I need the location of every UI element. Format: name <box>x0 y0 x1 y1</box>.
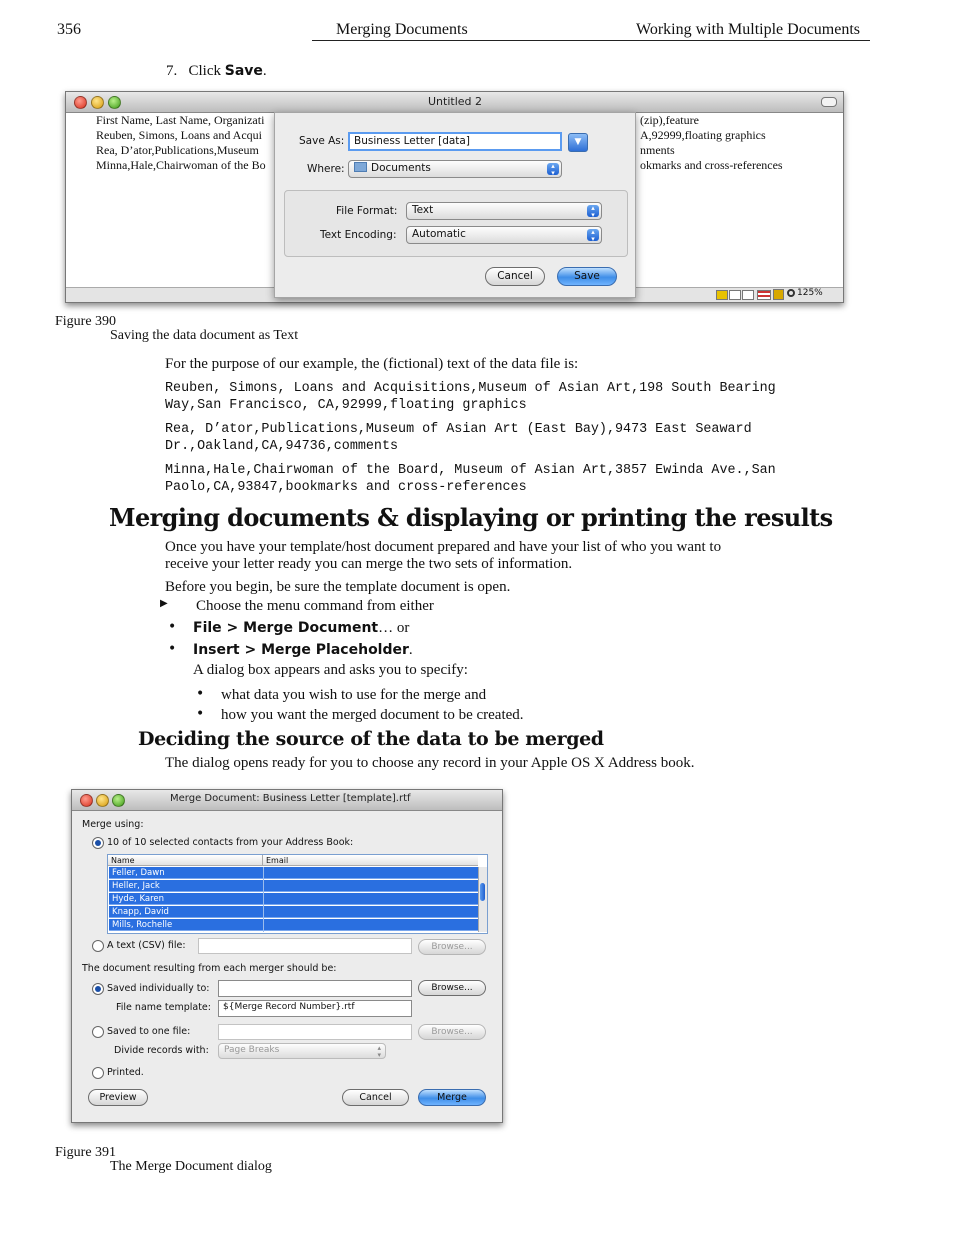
folder-icon <box>354 162 367 172</box>
close-icon[interactable] <box>74 96 87 109</box>
page-number: 356 <box>57 21 81 38</box>
arrow-item: Choose the menu command from either <box>196 598 434 614</box>
bullet-icon: • <box>168 641 177 657</box>
close-icon[interactable] <box>80 794 93 807</box>
file-name-template-input[interactable]: ${Merge Record Number}.rtf <box>218 1000 412 1017</box>
contacts-table <box>107 854 488 934</box>
file-format-popup[interactable]: Text ▴ ▾ <box>406 202 602 220</box>
bullet-insert-merge: Insert > Merge Placeholder. <box>193 642 413 658</box>
where-popup[interactable]: Documents ▴ ▾ <box>348 160 562 178</box>
header-chapter: Merging Documents <box>336 21 468 38</box>
column-header-email[interactable]: Email <box>263 855 478 866</box>
address-book-radio[interactable] <box>92 837 104 849</box>
language-flag-icon[interactable] <box>757 290 771 300</box>
scroll-thumb[interactable] <box>480 883 485 901</box>
subsection-heading: Deciding the source of the data to be merged <box>138 728 604 750</box>
saved-individually-label: Saved individually to: <box>107 983 210 994</box>
divide-records-popup[interactable]: Page Breaks ▴ ▾ <box>218 1043 386 1059</box>
paragraph-merge-intro: Once you have your template/host document prepared and have your list of who you want to receive your letter ready you can merge the two sets of information. <box>165 539 722 572</box>
figure-391-caption: The Merge Document dialog <box>110 1159 272 1174</box>
highlight-icon[interactable] <box>716 290 728 300</box>
preview-button[interactable]: Preview <box>88 1089 148 1106</box>
minimize-icon[interactable] <box>96 794 109 807</box>
zoom-icon[interactable] <box>108 96 121 109</box>
saved-individually-radio[interactable] <box>92 983 104 995</box>
popup-arrows-icon: ▴ ▾ <box>547 163 559 175</box>
where-label: Where: <box>307 163 345 175</box>
column-divider <box>263 867 264 932</box>
file-format-label: File Format: <box>336 205 398 217</box>
table-row[interactable]: Heller, Jack <box>109 880 478 892</box>
header-rule <box>312 40 870 41</box>
table-row[interactable]: Mills, Rochelle <box>109 919 478 931</box>
window-title: Merge Document: Business Letter [template].rtf <box>170 793 411 804</box>
table-scrollbar[interactable] <box>478 867 487 932</box>
table-row[interactable]: Knapp, David <box>109 906 478 918</box>
arrow-bullet-icon: ▶ <box>160 598 168 609</box>
saved-one-file-radio[interactable] <box>92 1026 104 1038</box>
printed-radio[interactable] <box>92 1067 104 1079</box>
file-name-template-label: File name template: <box>116 1002 211 1013</box>
sub-bullet-1: what data you wish to use for the merge and <box>221 687 487 703</box>
step-7: 7. Click Save. <box>166 63 267 79</box>
save-folder-input[interactable] <box>218 980 412 997</box>
bullet-icon: • <box>196 686 205 702</box>
popup-arrows-icon: ▴ ▾ <box>377 1044 381 1059</box>
layout-icon[interactable] <box>742 290 754 300</box>
code-block-1: Reuben, Simons, Loans and Acquisitions,Museum of Asian Art,198 South Bearing Way,San Francisco, CA,92999,floating graphics <box>165 381 776 413</box>
section-heading: Merging documents & displaying or printing the results <box>109 503 833 532</box>
address-book-option-label: 10 of 10 selected contacts from your Address Book: <box>107 837 354 848</box>
popup-arrows-icon: ▴ ▾ <box>587 229 599 241</box>
csv-file-input[interactable] <box>198 938 412 954</box>
browse-csv-button[interactable]: Browse... <box>418 939 486 955</box>
code-block-3: Minna,Hale,Chairwoman of the Board, Museum of Asian Art,3857 Ewinda Ave.,San Paolo,CA,93847,bookmarks and cross-references <box>165 463 776 495</box>
csv-file-radio[interactable] <box>92 940 104 952</box>
figure-390-caption: Saving the data document as Text <box>110 328 299 343</box>
printed-label: Printed. <box>107 1067 144 1078</box>
dialog-explanation: A dialog box appears and asks you to specify: <box>193 662 468 678</box>
figure-391-number: Figure 391 <box>55 1145 117 1160</box>
document-text-right: (zip),feature A,92999,floating graphics nments okmarks and cross-references <box>640 113 783 172</box>
window-titlebar <box>72 790 502 811</box>
merge-button[interactable]: Merge <box>418 1089 486 1106</box>
save-as-label: Save As: <box>299 135 345 147</box>
window-titlebar <box>66 92 843 113</box>
document-text: First Name, Last Name, Organizati Reuben, Simons, Loans and Acqui Rea, D’ator,Publications,Museum Minna,Hale,Chairwoman of the Bo <box>96 113 266 172</box>
text-encoding-label: Text Encoding: <box>320 229 397 241</box>
minimize-icon[interactable] <box>91 96 104 109</box>
paragraph-before: Before you begin, be sure the template document is open. <box>165 579 511 595</box>
browse-one-file-button[interactable]: Browse... <box>418 1024 486 1040</box>
window-title: Untitled 2 <box>428 95 483 108</box>
save-sheet <box>274 112 636 298</box>
untitled-window <box>65 91 844 303</box>
bullet-file-merge: File > Merge Document… or <box>193 620 410 636</box>
figure-390-number: Figure 390 <box>55 314 117 329</box>
save-button[interactable]: Save <box>557 267 617 286</box>
save-as-input[interactable]: Business Letter [data] <box>348 132 562 151</box>
text-encoding-popup[interactable]: Automatic ▴ ▾ <box>406 226 602 244</box>
popup-arrows-icon: ▴ ▾ <box>587 205 599 217</box>
result-label: The document resulting from each merger should be: <box>82 963 337 974</box>
format-group <box>284 190 628 257</box>
expand-disclosure-icon[interactable]: ▼ <box>568 133 588 152</box>
merge-document-window <box>71 789 503 1123</box>
bullet-icon: • <box>196 706 205 722</box>
browse-folder-button[interactable]: Browse... <box>418 980 486 996</box>
code-block-2: Rea, D’ator,Publications,Museum of Asian Art (East Bay),9473 East Seaward Dr.,Oakland,CA,94736,comments <box>165 422 752 454</box>
saved-one-file-label: Saved to one file: <box>107 1026 191 1037</box>
page-icon[interactable] <box>729 290 741 300</box>
header-section: Working with Multiple Documents <box>636 21 861 38</box>
zoom-icon[interactable] <box>112 794 125 807</box>
toolbar-toggle-icon[interactable] <box>821 97 837 107</box>
intro-paragraph: For the purpose of our example, the (fictional) text of the data file is: <box>165 356 579 372</box>
merge-using-label: Merge using: <box>82 819 144 830</box>
zoom-level[interactable]: 125% <box>797 288 823 298</box>
cancel-button[interactable]: Cancel <box>342 1089 409 1106</box>
zoom-magnifier-icon[interactable] <box>787 289 795 297</box>
lock-icon[interactable] <box>773 289 784 300</box>
table-row[interactable]: Hyde, Karen <box>109 893 478 905</box>
bullet-icon: • <box>168 619 177 635</box>
paragraph-dialog-opens: The dialog opens ready for you to choose any record in your Apple OS X Address book. <box>165 755 695 771</box>
csv-option-label: A text (CSV) file: <box>107 940 186 951</box>
table-row[interactable]: Feller, Dawn <box>109 867 478 879</box>
sub-bullet-2: how you want the merged document to be created. <box>221 707 524 723</box>
divide-records-label: Divide records with: <box>114 1045 209 1056</box>
column-header-name[interactable]: Name <box>108 855 263 866</box>
cancel-button[interactable]: Cancel <box>485 267 545 286</box>
one-file-input[interactable] <box>218 1024 412 1040</box>
